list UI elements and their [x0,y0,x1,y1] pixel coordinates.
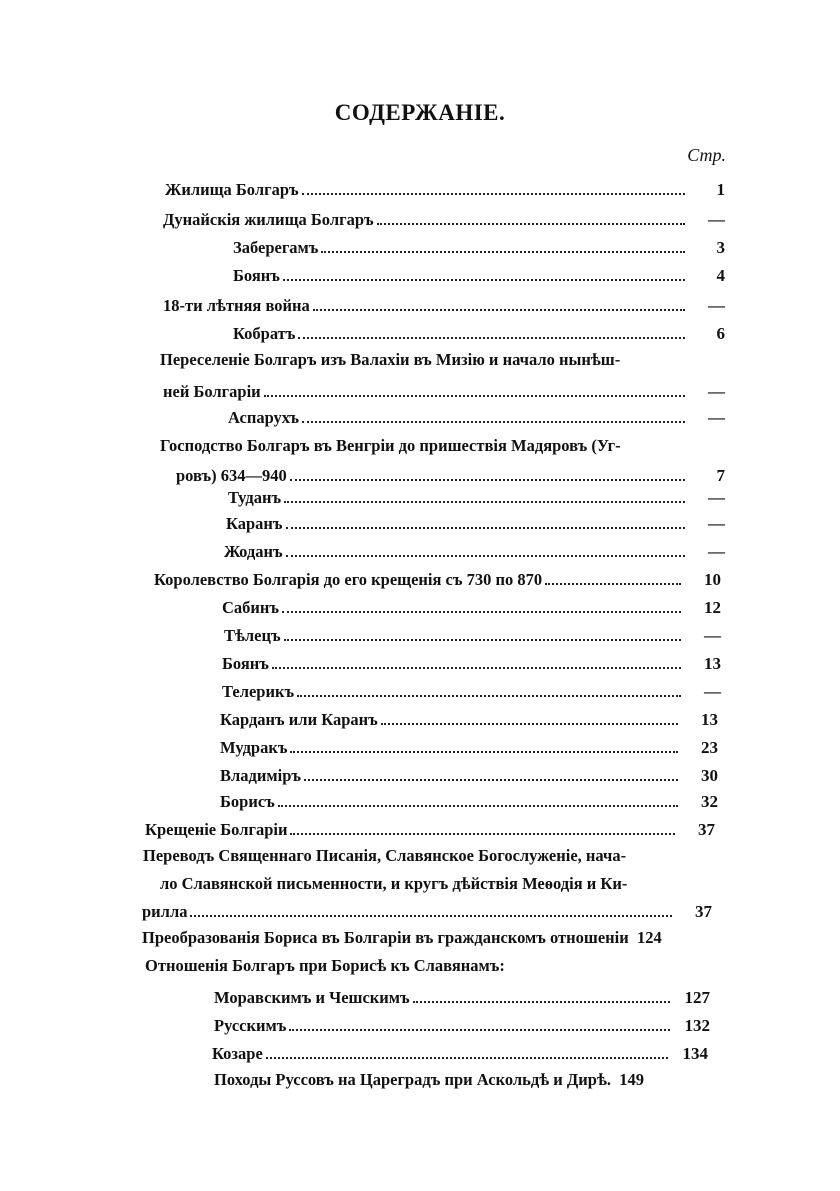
toc-subentry: Сабинъ 12 [222,594,721,620]
toc-entry: 18-ти лѣтняя война — [163,292,725,318]
toc-entry: Жилища Болгаръ 1 [165,176,725,202]
toc-entry-line: Переселеніе Болгаръ изъ Валахіи въ Мизію и начало нынѣш- [160,350,621,369]
toc-entry: ровъ) 634—940 7 [176,462,725,488]
toc-entry: Преобразованія Бориса въ Болгаріи въ гражданскомъ отношеніи 124 [142,928,662,947]
toc-subentry: Боянъ 13 [222,650,721,676]
toc-subentry: Русскимъ 132 [214,1012,710,1038]
toc-subentry: Карданъ или Каранъ 13 [220,706,718,732]
toc-subentry: Козаре 134 [212,1040,708,1066]
toc-subentry: Телерикъ — [222,678,721,704]
toc-subentry: Заберегамъ 3 [233,234,725,260]
toc-entry-line: ло Славянской письменности, и кругъ дѣйствія Меѳодія и Ки- [160,874,628,893]
toc-subentry: Кобратъ 6 [233,320,725,346]
toc-subentry: Туданъ — [228,484,725,510]
toc-subentry: Борисъ 32 [220,788,718,814]
toc-entry: Королевство Болгарія до его крещенія съ 730 по 870 10 [154,566,721,592]
toc-subentry: Моравскимъ и Чешскимъ 127 [214,984,710,1010]
toc-entry: Крещеніе Болгаріи 37 [145,816,715,842]
toc-subentry: Походы Руссовъ на Цареградъ при Аскольдѣ и Дирѣ. 149 [214,1070,644,1089]
toc-subentry: Каранъ — [226,510,725,536]
toc-subentry: Аспарухъ — [228,404,725,430]
toc-subentry: Тѣлецъ — [224,622,721,648]
toc-entry: Дунайскія жилища Болгаръ — [163,206,725,232]
toc-subentry: Боянъ 4 [233,262,725,288]
page-column-label: Стр. [687,145,726,165]
toc-subentry: Мудракъ 23 [220,734,718,760]
toc-entry: рилла 37 [142,898,712,924]
toc-subentry: Владиміръ 30 [220,762,718,788]
toc-entry-line: Переводъ Священнаго Писанія, Славянское Богослуженіе, нача- [143,846,627,865]
page-title: СОДЕРЖАНІЕ. [334,100,506,125]
toc-group-heading: Отношенія Болгаръ при Борисѣ къ Славянамъ: [145,956,505,975]
toc-entry-line: Господство Болгаръ въ Венгріи до пришествія Мадяровъ (Уг- [160,436,621,455]
toc-entry: ней Болгаріи — [163,378,725,404]
toc-subentry: Жоданъ — [224,538,725,564]
